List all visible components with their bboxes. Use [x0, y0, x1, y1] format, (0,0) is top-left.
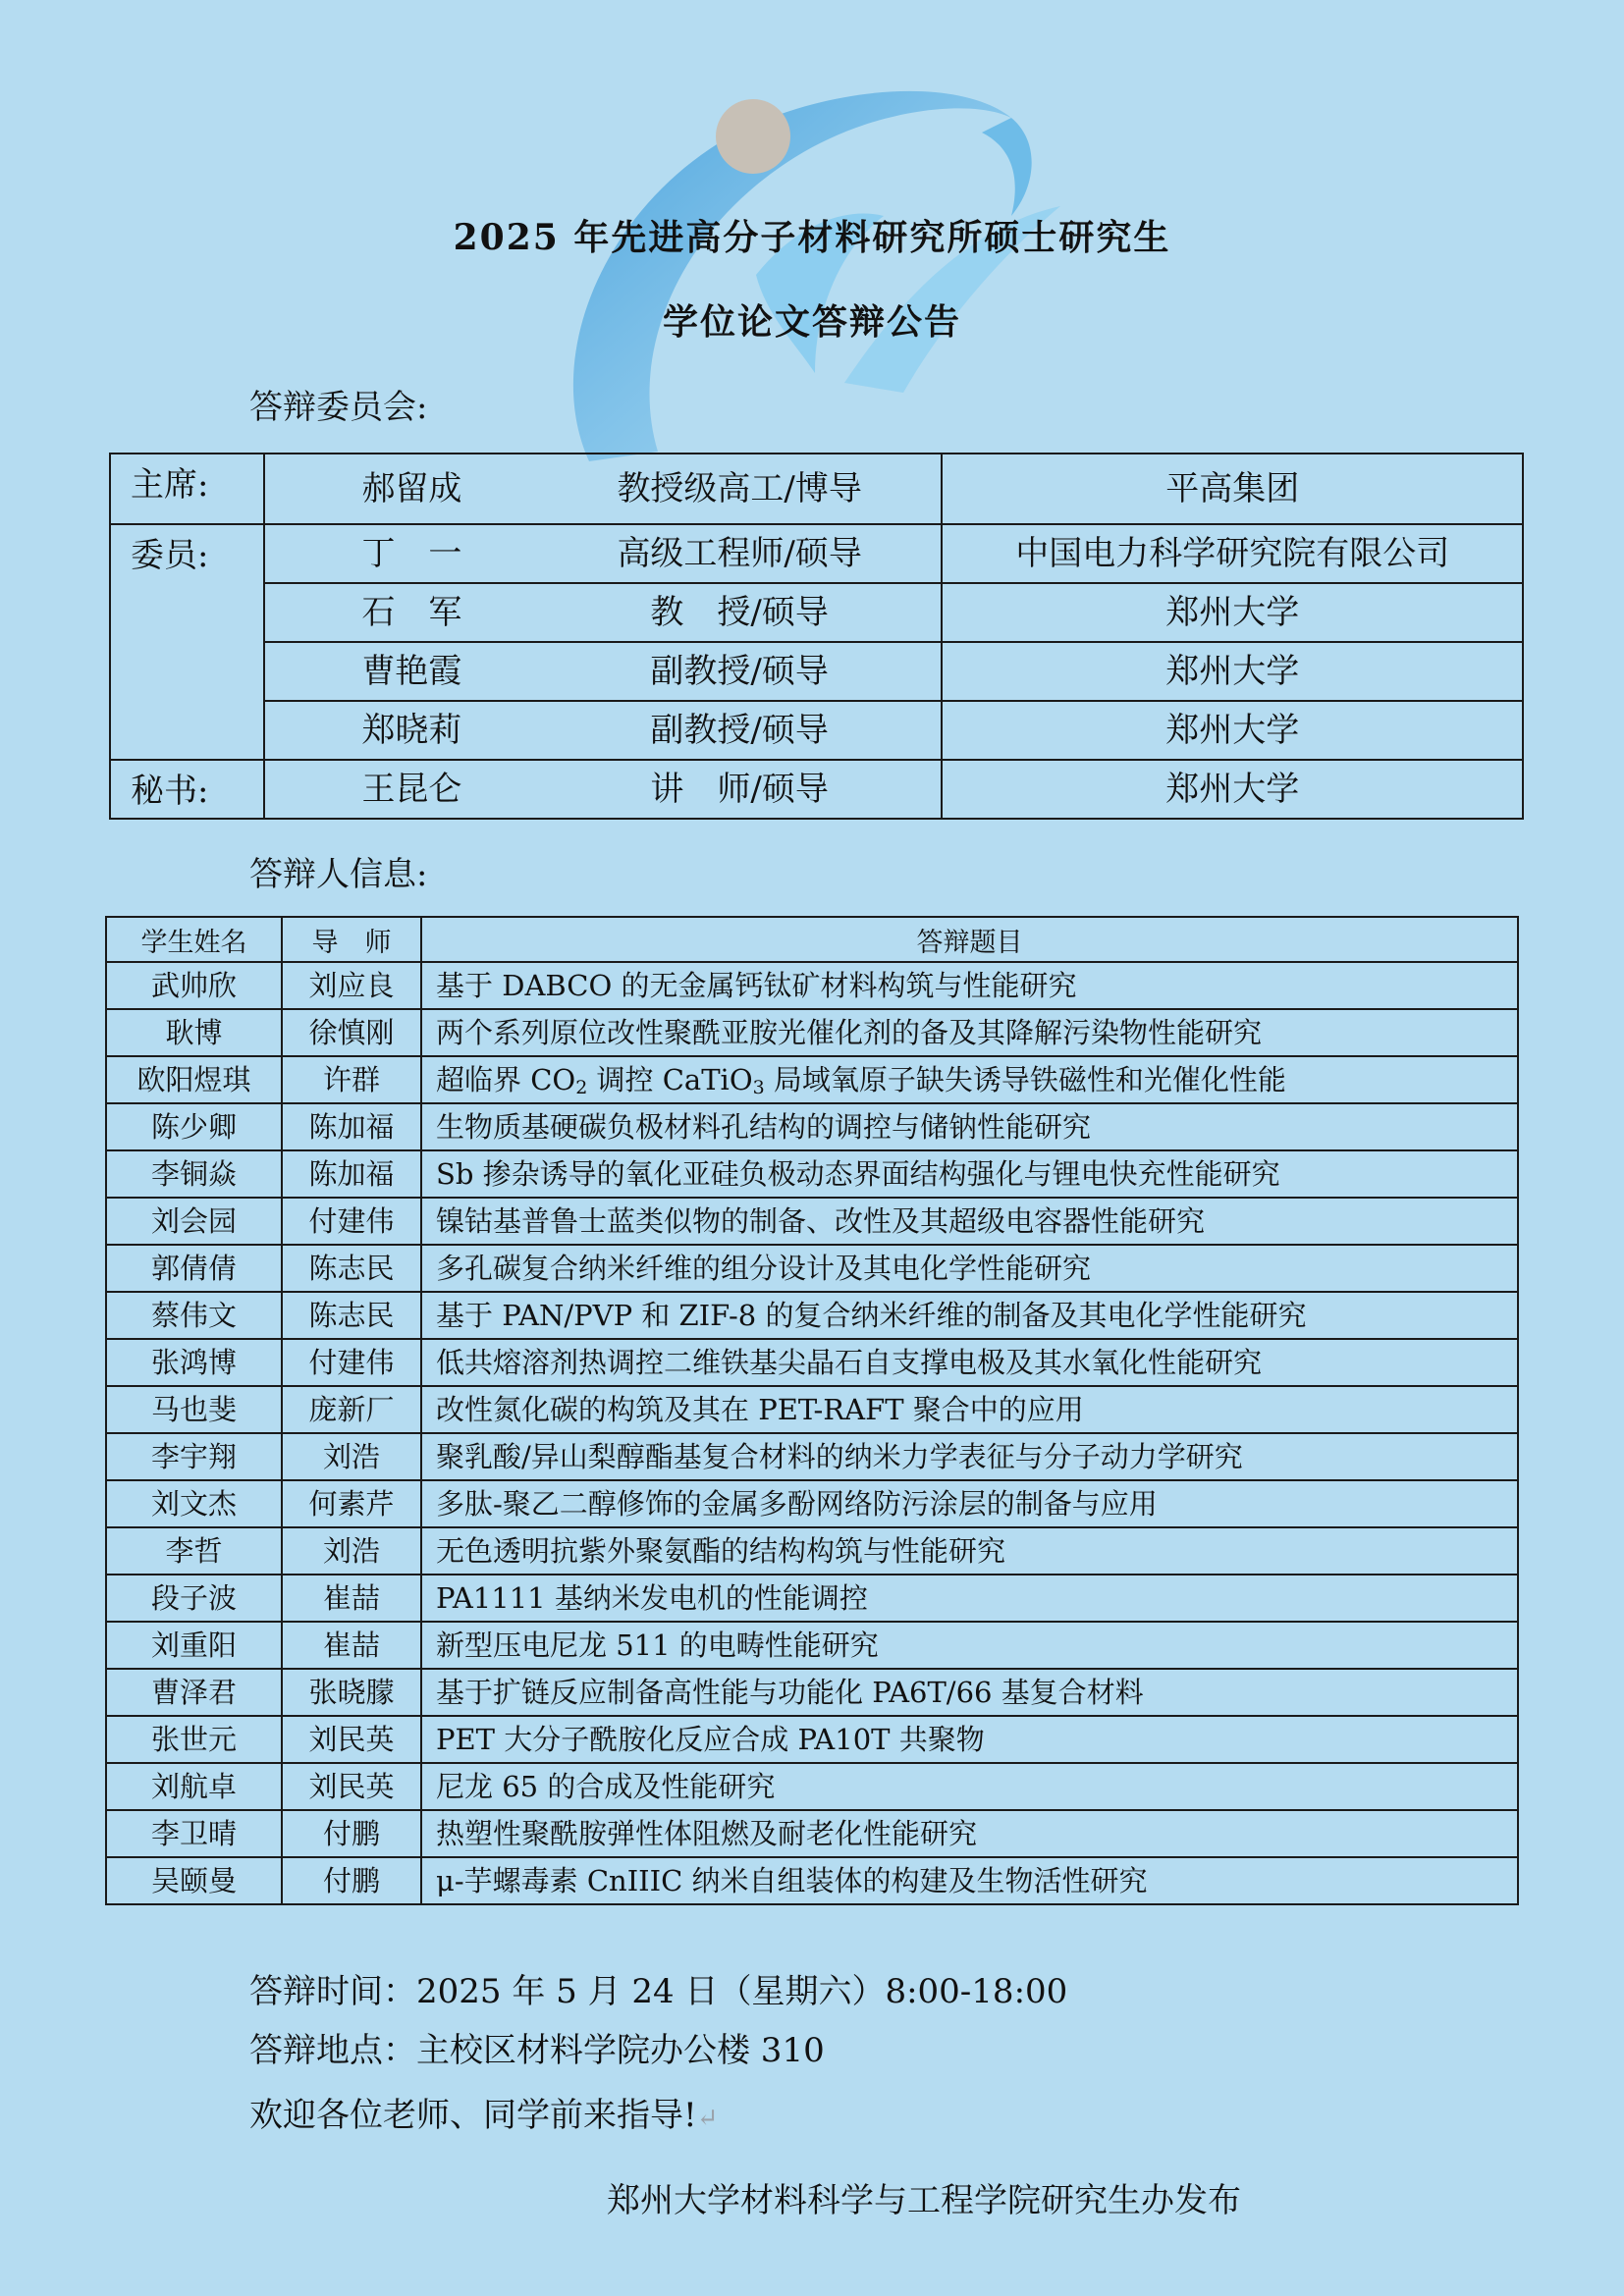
member-title: 教 授/硕导: [617, 593, 829, 632]
thesis-topic: 新型压电尼龙 511 的电畴性能研究: [421, 1622, 1518, 1669]
committee-person: [264, 454, 942, 524]
table-row: [106, 1150, 1518, 1198]
topic-subscript: 2: [575, 1076, 588, 1098]
advisor-name: 崔喆: [282, 1622, 421, 1669]
member-title: 高级工程师/硕导: [617, 534, 862, 573]
table-row: [106, 1716, 1518, 1763]
table-row: [106, 1763, 1518, 1810]
committee-person: [264, 701, 942, 760]
member-name: 丁 一: [361, 534, 462, 573]
member-org: 平高集团: [942, 454, 1523, 524]
thesis-topic: 聚乳酸/异山梨醇酯基复合材料的纳米力学表征与分子动力学研究: [421, 1433, 1518, 1480]
student-name: 张世元: [106, 1716, 282, 1763]
candidates-label: 答辩人信息:: [249, 855, 428, 894]
topic-text-part: 局域氧原子缺失诱导铁磁性和光催化性能: [764, 1062, 1286, 1096]
student-name: 刘航卓: [106, 1763, 282, 1810]
committee-role: 秘书:: [110, 760, 264, 819]
table-row: [106, 1009, 1518, 1056]
thesis-topic: 基于 PAN/PVP 和 ZIF-8 的复合纳米纤维的制备及其电化学性能研究: [421, 1292, 1518, 1339]
member-org: 郑州大学: [942, 701, 1523, 760]
member-title: 讲 师/硕导: [617, 770, 829, 809]
student-name: 李宇翔: [106, 1433, 282, 1480]
thesis-topic: 基于扩链反应制备高性能与功能化 PA6T/66 基复合材料: [421, 1669, 1518, 1716]
header-student-name: 学生姓名: [106, 917, 282, 962]
header-advisor: 导 师: [282, 917, 421, 962]
advisor-name: 刘浩: [282, 1433, 421, 1480]
table-row: [106, 1339, 1518, 1386]
table-row: [106, 962, 1518, 1009]
defense-place: 答辩地点：主校区材料学院办公楼 310: [249, 2031, 825, 2070]
committee-person: [264, 760, 942, 819]
committee-row: [110, 583, 1523, 642]
student-name: 欧阳煜琪: [106, 1056, 282, 1103]
advisor-name: 付建伟: [282, 1339, 421, 1386]
thesis-topic: 尼龙 65 的合成及性能研究: [421, 1763, 1518, 1810]
page-title-line1: 2025 年先进高分子材料研究所硕士研究生: [453, 217, 1171, 258]
table-row: [106, 1245, 1518, 1292]
member-org: 中国电力科学研究院有限公司: [942, 524, 1523, 583]
student-name: 曹泽君: [106, 1669, 282, 1716]
thesis-topic: PA1111 基纳米发电机的性能调控: [421, 1575, 1518, 1622]
thesis-topic: 无色透明抗紫外聚氨酯的结构构筑与性能研究: [421, 1527, 1518, 1575]
table-row: [106, 1480, 1518, 1527]
student-name: 刘会园: [106, 1198, 282, 1245]
table-row: [106, 1386, 1518, 1433]
advisor-name: 付建伟: [282, 1198, 421, 1245]
member-name: 王昆仑: [361, 770, 462, 809]
student-name: 刘文杰: [106, 1480, 282, 1527]
student-name: 陈少卿: [106, 1103, 282, 1150]
student-name: 李卫晴: [106, 1810, 282, 1857]
advisor-name: 徐慎刚: [282, 1009, 421, 1056]
thesis-topic: 低共熔溶剂热调控二维铁基尖晶石自支撑电极及其水氧化性能研究: [421, 1339, 1518, 1386]
thesis-topic: [421, 1056, 1518, 1103]
candidates-table: [105, 916, 1519, 1905]
committee-row: [110, 642, 1523, 701]
institute-logo-watermark: [550, 59, 1100, 471]
member-title: 副教授/硕导: [617, 652, 829, 691]
student-name: 耿博: [106, 1009, 282, 1056]
committee-row: [110, 760, 1523, 819]
committee-role: 主席:: [110, 454, 264, 524]
table-row: [106, 1292, 1518, 1339]
thesis-topic: PET 大分子酰胺化反应合成 PA10T 共聚物: [421, 1716, 1518, 1763]
table-row: [106, 1527, 1518, 1575]
advisor-name: 刘民英: [282, 1716, 421, 1763]
committee-person: [264, 524, 942, 583]
student-name: 段子波: [106, 1575, 282, 1622]
thesis-topic: 生物质基硬碳负极材料孔结构的调控与储钠性能研究: [421, 1103, 1518, 1150]
advisor-name: 陈加福: [282, 1150, 421, 1198]
welcome-text: 欢迎各位老师、同学前来指导!: [249, 2096, 697, 2135]
table-row: [106, 1810, 1518, 1857]
member-org: 郑州大学: [942, 583, 1523, 642]
member-name: 郑晓莉: [361, 711, 462, 750]
table-row: [106, 1622, 1518, 1669]
advisor-name: 何素芹: [282, 1480, 421, 1527]
member-name: 曹艳霞: [361, 652, 462, 691]
paragraph-return-mark: ↵: [696, 2104, 719, 2133]
member-title: 副教授/硕导: [617, 711, 829, 750]
member-title: 教授级高工/博导: [617, 469, 862, 508]
member-org: 郑州大学: [942, 642, 1523, 701]
issuer-signature: 郑州大学材料科学与工程学院研究生办发布: [607, 2181, 1241, 2220]
topic-text-part: 调控 CaTiO: [587, 1062, 753, 1096]
table-row: [106, 1575, 1518, 1622]
student-name: 李哲: [106, 1527, 282, 1575]
advisor-name: 张晓朦: [282, 1669, 421, 1716]
thesis-topic: 多孔碳复合纳米纤维的组分设计及其电化学性能研究: [421, 1245, 1518, 1292]
student-name: 刘重阳: [106, 1622, 282, 1669]
advisor-name: 刘应良: [282, 962, 421, 1009]
thesis-topic: 改性氮化碳的构筑及其在 PET-RAFT 聚合中的应用: [421, 1386, 1518, 1433]
member-name: 石 军: [361, 593, 462, 632]
committee-label: 答辩委员会:: [249, 388, 428, 427]
advisor-name: 陈加福: [282, 1103, 421, 1150]
committee-row: [110, 701, 1523, 760]
advisor-name: 崔喆: [282, 1575, 421, 1622]
advisor-name: 刘民英: [282, 1763, 421, 1810]
thesis-topic: 热塑性聚酰胺弹性体阻燃及耐老化性能研究: [421, 1810, 1518, 1857]
student-name: 李铜焱: [106, 1150, 282, 1198]
thesis-topic: 基于 DABCO 的无金属钙钛矿材料构筑与性能研究: [421, 962, 1518, 1009]
thesis-topic: 多肽-聚乙二醇修饰的金属多酚网络防污涂层的制备与应用: [421, 1480, 1518, 1527]
topic-text-part: 超临界 CO: [436, 1062, 576, 1096]
table-row: [106, 1433, 1518, 1480]
page-title-line2: 学位论文答辩公告: [662, 301, 961, 343]
header-topic: 答辩题目: [421, 917, 1518, 962]
committee-table: [109, 453, 1524, 820]
table-row: [106, 1056, 1518, 1103]
student-name: 蔡伟文: [106, 1292, 282, 1339]
committee-row: [110, 524, 1523, 583]
member-name: 郝留成: [361, 469, 462, 508]
advisor-name: 陈志民: [282, 1292, 421, 1339]
advisor-name: 陈志民: [282, 1245, 421, 1292]
committee-role: 委员:: [110, 524, 264, 760]
member-org: 郑州大学: [942, 760, 1523, 819]
student-name: 吴颐曼: [106, 1857, 282, 1904]
topic-subscript: 3: [752, 1076, 765, 1098]
thesis-topic: μ-芋螺毒素 CnIIIC 纳米自组装体的构建及生物活性研究: [421, 1857, 1518, 1904]
student-name: 郭倩倩: [106, 1245, 282, 1292]
committee-person: [264, 583, 942, 642]
thesis-topic: Sb 掺杂诱导的氧化亚硅负极动态界面结构强化与锂电快充性能研究: [421, 1150, 1518, 1198]
student-name: 武帅欣: [106, 962, 282, 1009]
advisor-name: 付鹏: [282, 1857, 421, 1904]
advisor-name: 刘浩: [282, 1527, 421, 1575]
thesis-topic: 两个系列原位改性聚酰亚胺光催化剂的备及其降解污染物性能研究: [421, 1009, 1518, 1056]
student-name: 马也斐: [106, 1386, 282, 1433]
committee-row: [110, 454, 1523, 524]
advisor-name: 庞新厂: [282, 1386, 421, 1433]
candidates-header-row: [106, 917, 1518, 962]
table-row: [106, 1669, 1518, 1716]
defense-time: 答辩时间：2025 年 5 月 24 日（星期六）8:00-18:00: [249, 1972, 1068, 2011]
thesis-topic: 镍钴基普鲁士蓝类似物的制备、改性及其超级电容器性能研究: [421, 1198, 1518, 1245]
advisor-name: 许群: [282, 1056, 421, 1103]
table-row: [106, 1103, 1518, 1150]
table-row: [106, 1198, 1518, 1245]
student-name: 张鸿博: [106, 1339, 282, 1386]
table-row: [106, 1857, 1518, 1904]
advisor-name: 付鹏: [282, 1810, 421, 1857]
welcome-line: [249, 2096, 719, 2135]
committee-person: [264, 642, 942, 701]
